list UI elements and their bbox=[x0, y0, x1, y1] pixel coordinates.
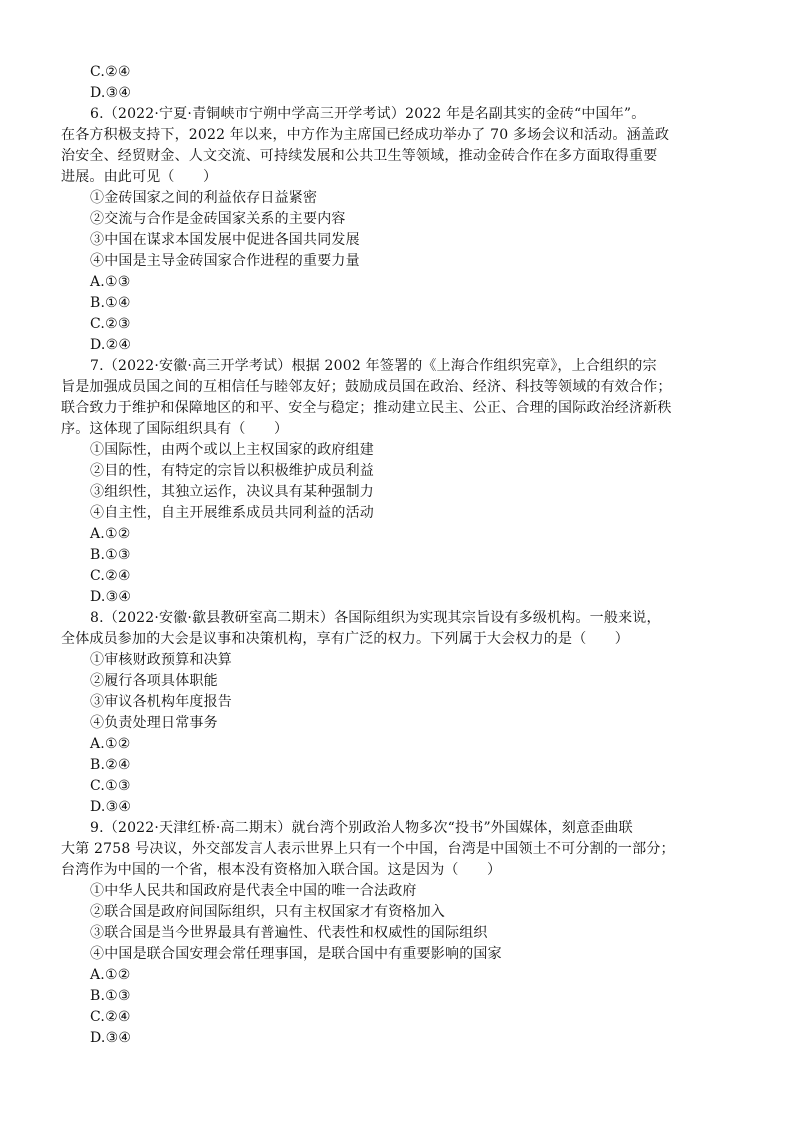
answer-option-b: B.①③ bbox=[90, 547, 131, 563]
statement-item: ①审核财政预算和决算 bbox=[90, 652, 232, 668]
answer-option-c: C.②④ bbox=[90, 568, 131, 584]
question-stem-line: 联合致力于维护和保障地区的和平、安全与稳定；推动建立民主、公正、合理的国际政治经济新秩 bbox=[61, 400, 672, 416]
question-stem-line: 旨是加强成员国之间的互相信任与睦邻友好；鼓励成员国在政治、经济、科技等领域的有效合作； bbox=[61, 379, 672, 395]
question-6 bbox=[61, 104, 733, 356]
statement-item: ④中国是联合国安理会常任理事国，是联合国中有重要影响的国家 bbox=[90, 946, 502, 962]
answer-option-d: D.②④ bbox=[90, 337, 132, 353]
question-stem-line: 序。这体现了国际组织具有（ ） bbox=[61, 421, 289, 437]
answer-option-d: D.③④ bbox=[90, 1030, 132, 1046]
answer-option-a: A.①② bbox=[90, 967, 131, 983]
answer-option-c: C.②③ bbox=[90, 316, 131, 332]
answer-option-c: C.②④ bbox=[90, 1009, 131, 1025]
statement-item: ③组织性，其独立运作，决议具有某种强制力 bbox=[90, 484, 374, 500]
statement-item: ①中华人民共和国政府是代表全中国的唯一合法政府 bbox=[90, 883, 417, 899]
question-7 bbox=[61, 356, 733, 608]
answer-option-c: C.①③ bbox=[90, 778, 131, 794]
statement-item: ③联合国是当今世界最具有普遍性、代表性和权威性的国际组织 bbox=[90, 925, 488, 941]
statement-item: ②目的性，有特定的宗旨以积极维护成员利益 bbox=[90, 463, 374, 479]
question-stem-line: 8.（2022·安徽·歙县教研室高二期末）各国际组织为实现其宗旨设有多级机构。一般来说， bbox=[90, 610, 661, 626]
question-stem-line: 大第 2758 号决议，外交部发言人表示世界上只有一个中国，台湾是中国领土不可分割的一部分； bbox=[61, 841, 675, 857]
question-stem-line: 6.（2022·宁夏·青铜峡市宁朔中学高三开学考试）2022 年是名副其实的金砖“中国年”。 bbox=[90, 106, 646, 122]
answer-option-b: B.①④ bbox=[90, 295, 131, 311]
answer-option-b: B.①③ bbox=[90, 988, 131, 1004]
statement-item: ②交流与合作是金砖国家关系的主要内容 bbox=[90, 211, 346, 227]
question-9 bbox=[61, 818, 733, 1049]
question-stem-line: 全体成员参加的大会是议事和决策机构，享有广泛的权力。下列属于大会权力的是（ ） bbox=[61, 631, 629, 647]
statement-item: ①金砖国家之间的利益依存日益紧密 bbox=[90, 190, 318, 206]
answer-option-a: A.①② bbox=[90, 736, 131, 752]
statement-item: ③中国在谋求本国发展中促进各国共同发展 bbox=[90, 232, 360, 248]
answer-option-b: B.②④ bbox=[90, 757, 131, 773]
prev-option-c: C.②④ bbox=[90, 64, 131, 80]
question-8 bbox=[61, 608, 733, 818]
prev-option-d: D.③④ bbox=[90, 85, 132, 101]
statement-item: ④负责处理日常事务 bbox=[90, 715, 218, 731]
answer-option-a: A.①② bbox=[90, 526, 131, 542]
question-stem-line: 进展。由此可见（ ） bbox=[61, 169, 218, 185]
answer-option-d: D.③④ bbox=[90, 589, 132, 605]
question-stem-line: 9.（2022·天津红桥·高二期末）就台湾个别政治人物多次“投书”外国媒体，刻意歪曲联 bbox=[90, 820, 633, 836]
statement-item: ①国际性，由两个或以上主权国家的政府组建 bbox=[90, 442, 374, 458]
answer-option-a: A.①③ bbox=[90, 274, 131, 290]
statement-item: ④中国是主导金砖国家合作进程的重要力量 bbox=[90, 253, 360, 269]
statement-item: ④自主性，自主开展维系成员共同利益的活动 bbox=[90, 505, 374, 521]
statement-item: ②履行各项具体职能 bbox=[90, 673, 218, 689]
page-content bbox=[61, 62, 733, 1049]
question-stem-line: 7.（2022·安徽·高三开学考试）根据 2002 年签署的《上海合作组织宪章》，上合组织的宗 bbox=[90, 358, 657, 374]
question-stem-line: 在各方积极支持下，2022 年以来，中方作为主席国已经成功举办了 70 多场会议和活动。涵盖政 bbox=[61, 127, 670, 143]
question-stem-line: 台湾作为中国的一个省，根本没有资格加入联合国。这是因为（ ） bbox=[61, 862, 502, 878]
statement-item: ③审议各机构年度报告 bbox=[90, 694, 232, 710]
answer-option-d: D.③④ bbox=[90, 799, 132, 815]
statement-item: ②联合国是政府间国际组织，只有主权国家才有资格加入 bbox=[90, 904, 445, 920]
question-stem-line: 治安全、经贸财金、人文交流、可持续发展和公共卫生等领域，推动金砖合作在多方面取得重要 bbox=[61, 148, 658, 164]
